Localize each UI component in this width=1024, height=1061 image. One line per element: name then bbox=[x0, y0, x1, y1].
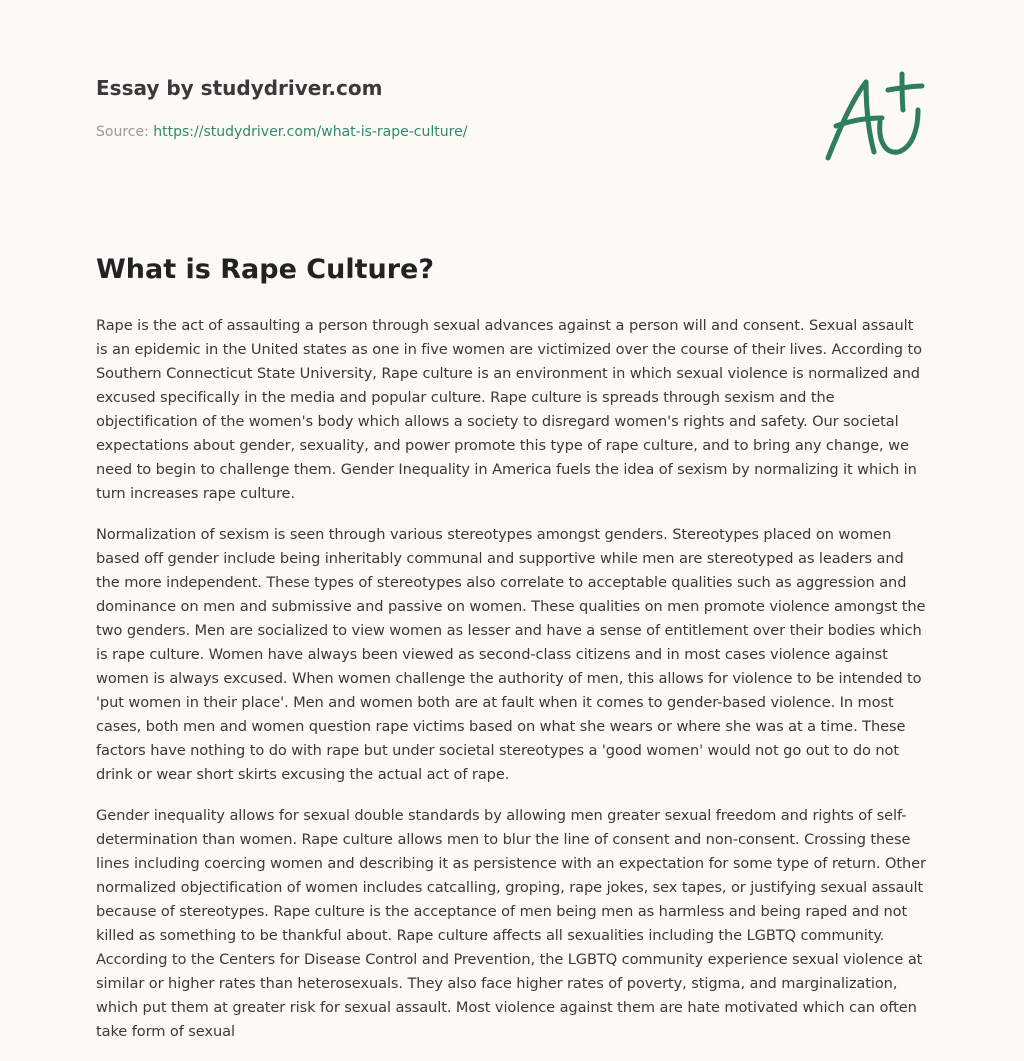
essay-title: What is Rape Culture? bbox=[96, 254, 435, 285]
source-line bbox=[96, 124, 467, 140]
source-label: Source: bbox=[96, 124, 149, 140]
paragraph: Gender inequality allows for sexual double standards by allowing men greater sexual freedom and rights of self-determination than women. Rape culture allows men to blur the line of consent and non-consent. Crossing these lines including coercing women and describing it as persistence with an expectation for some type of return. Other normalized objectification of women includes catcalling, groping, rape jokes, sex tapes, or justifying sexual assault because of stereotypes. Rape culture is the acceptance of men being men as harmless and being raped and not killed as something to be thankful about. Rape culture affects all sexualities including the LGBTQ community. According to the Centers for Disease Control and Prevention, the LGBTQ community experience sexual violence at similar or higher rates than heterosexuals. They also face higher rates of poverty, stigma, and marginalization, which put them at greater risk for sexual assault. Most violence against them are hate motivated which can often take form of sexual bbox=[96, 807, 926, 1040]
essay-body bbox=[96, 314, 928, 1061]
paragraph: Normalization of sexism is seen through various stereotypes amongst genders. Stereotypes placed on women based off gender include being inheritably communal and supportive while men are stereotyped as leaders and the more independent. These types of stereotypes also correlate to acceptable qualities such as aggression and dominance on men and submissive and passive on women. These qualities on men promote violence amongst the two genders. Men are socialized to view women as lesser and have a sense of entitlement over their bodies which is rape culture. Women have always been viewed as second-class citizens and in most cases violence against women is always excused. When women challenge the authority of men, this allows for violence to be intended to 'put women in their place'. Men and women both are at fault when it comes to gender-based violence. In most cases, both men and women question rape victims based on what she wears or where she was at a time. These factors have nothing to do with rape but under societal stereotypes a 'good women' would not go out to do not drink or wear short skirts excusing the actual act of rape. bbox=[96, 526, 926, 783]
a-plus-logo-icon bbox=[822, 68, 926, 164]
source-link[interactable]: https://studydriver.com/what-is-rape-culture/ bbox=[153, 124, 468, 140]
site-title: Essay by studydriver.com bbox=[96, 76, 383, 100]
paragraph: Rape is the act of assaulting a person through sexual advances against a person will and consent. Sexual assault is an epidemic in the United states as one in five women are victimized over the course of their lives. According to Southern Connecticut State University, Rape culture is an environment in which sexual violence is normalized and excused specifically in the media and popular culture. Rape culture is spreads through sexism and the objectification of the women's body which allows a society to disregard women's rights and safety. Our societal expectations about gender, sexuality, and power promote this type of rape culture, and to bring any change, we need to begin to challenge them. Gender Inequality in America fuels the idea of sexism by normalizing it which in turn increases rape culture. bbox=[96, 317, 922, 502]
